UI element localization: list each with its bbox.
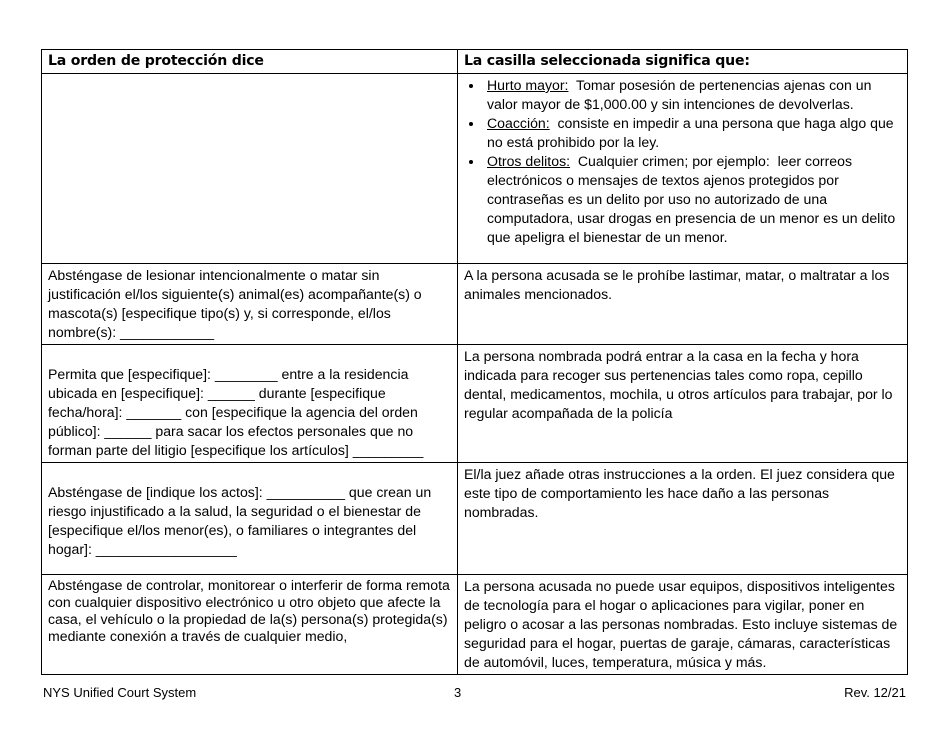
row1-right-cell	[458, 74, 908, 264]
definition-text: consiste en impedir a una persona que haga algo que no está prohibido por la ley.	[487, 115, 898, 150]
row3-left-text: Permita que [especifique]: ________ entre a la residencia ubicada en [especifique]: ______ durante [especifique fecha/hora]: _______ con [especifique la agencia del orden público]: ______ para sacar los efectos personales que no forman parte del litigio [especifique los artículos] _________	[48, 366, 424, 458]
row3-left-cell	[42, 345, 458, 463]
revision-date: Rev. 12/21	[844, 685, 906, 700]
table-row	[42, 575, 908, 675]
header-box-means: La casilla seleccionada significa que:	[458, 50, 908, 74]
row3-right-cell: La persona nombrada podrá entrar a la casa en la fecha y hora indicada para recoger sus pertenencias tales como ropa, cepillo dental, medicamentos, mochila, u otros artículos para trabajar, por lo regular acompañada de la policía	[458, 345, 908, 463]
list-item	[484, 152, 901, 247]
table-row	[42, 74, 908, 264]
term-coaccion: Coacción:	[487, 115, 550, 131]
list-item	[484, 114, 901, 152]
term-hurto-mayor: Hurto mayor:	[487, 77, 569, 93]
definition-text: Cualquier crimen; por ejemplo: leer correos electrónicos o mensajes de textos ajenos protegidos por contraseñas es un delito por uso no autorizado de una computadora, usar drogas en presencia de un menor es un delito que apeligra el bienestar de un menor.	[487, 153, 900, 245]
row1-left-cell	[42, 74, 458, 264]
row5-left-cell	[42, 575, 458, 675]
definition-text: Tomar posesión de pertenencias ajenas con un valor mayor de $1,000.00 y sin intenciones de devolverlas.	[487, 77, 876, 112]
row5-right-cell: La persona acusada no puede usar equipos, dispositivos inteligentes de tecnología para el hogar o aplicaciones para vigilar, poner en peligro o acosar a las personas nombradas. Esto incluye sistemas de seguridad para el hogar, puertas de garaje, cámaras, características de automóvil, luces, temperatura, música y más.	[458, 575, 908, 675]
page-number: 3	[454, 685, 462, 700]
definitions-list	[462, 76, 901, 247]
footer-org: NYS Unified Court System	[43, 685, 197, 700]
row2-left-cell: Absténgase de lesionar intencionalmente o matar sin justificación el/los siguiente(s) animal(es) acompañante(s) o mascota(s) [especifique tipo(s) y, si corresponde, el/los nombre(s): ____________	[42, 264, 458, 345]
row5-left-text: Absténgase de controlar, monitorear o interferir de forma remota con cualquier dispositivo electrónico u otro objeto que afecte la casa, el vehículo o la propiedad de la(s) persona(s) protegida(s) mediante conexión a través de cualquier medio,	[48, 577, 450, 644]
table-row	[42, 345, 908, 463]
list-item	[484, 76, 901, 114]
term-otros-delitos: Otros delitos:	[487, 153, 571, 169]
row4-left-text: Absténgase de [indique los actos]: __________ que crean un riesgo injustificado a la salud, la seguridad o el bienestar de [especifique el/los menor(es), o familiares o integrantes del hogar]: __________________	[48, 484, 432, 557]
table-row	[42, 463, 908, 575]
row2-right-cell: A la persona acusada se le prohíbe lastimar, matar, o maltratar a los animales mencionados.	[458, 264, 908, 345]
protection-order-table	[41, 49, 908, 675]
header-row	[42, 50, 908, 74]
row4-left-cell	[42, 463, 458, 575]
row4-right-cell: El/la juez añade otras instrucciones a la orden. El juez considera que este tipo de comportamiento les hace daño a las personas nombradas.	[458, 463, 908, 575]
header-order-says: La orden de protección dice	[42, 50, 458, 74]
table-row	[42, 264, 908, 345]
